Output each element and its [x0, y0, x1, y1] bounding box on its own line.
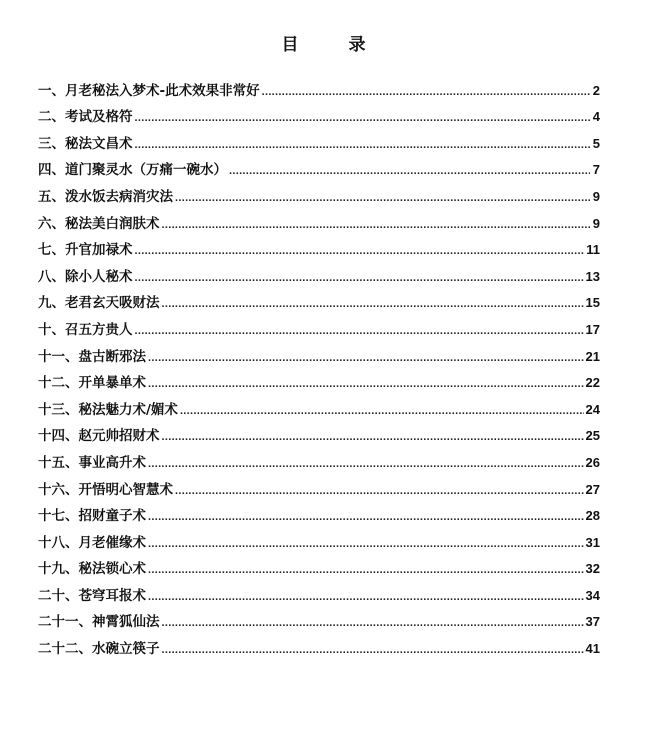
toc-entry-page: 7 — [592, 162, 600, 178]
dot-leader — [162, 432, 584, 442]
toc-entry-label: 二十一、神霄狐仙法 — [38, 614, 160, 631]
toc-entry-label: 十七、招财童子术 — [38, 508, 146, 525]
toc-entry[interactable] — [38, 630, 600, 657]
toc-entry[interactable] — [38, 365, 600, 392]
toc-entry-page: 13 — [585, 268, 600, 284]
toc-entry[interactable] — [38, 391, 600, 418]
toc-entry-label: 十三、秘法魅力术/媚术 — [38, 401, 178, 418]
dot-leader — [148, 379, 584, 389]
toc-entry-page: 9 — [592, 215, 600, 231]
toc-entry[interactable] — [38, 311, 600, 338]
toc-entry[interactable] — [38, 524, 600, 551]
dot-leader — [135, 113, 591, 123]
dot-leader — [148, 565, 584, 575]
dot-leader — [135, 326, 584, 336]
toc-entry-label: 十九、秘法锁心术 — [38, 561, 146, 578]
toc-entry[interactable] — [38, 125, 600, 152]
toc-entry-label: 十四、赵元帅招财术 — [38, 428, 160, 445]
toc-entry-page: 4 — [592, 109, 600, 125]
toc-entry-page: 32 — [585, 561, 600, 577]
toc-entry-page: 2 — [592, 82, 600, 98]
toc-entry-label: 九、老君玄天吸财法 — [38, 295, 160, 312]
dot-leader — [162, 220, 591, 230]
toc-entry-page: 11 — [586, 242, 600, 258]
toc-entry[interactable] — [38, 258, 600, 285]
dot-leader — [135, 273, 584, 283]
toc-entry-page: 26 — [585, 454, 600, 470]
toc-entry[interactable] — [38, 577, 600, 604]
toc-entry-page: 9 — [592, 188, 600, 204]
toc-entry[interactable] — [38, 205, 600, 232]
toc-entry-page: 24 — [585, 401, 600, 417]
toc-entry-label: 二、考试及格符 — [38, 109, 133, 126]
toc-entry-page: 27 — [585, 481, 600, 497]
toc-entry-label: 七、升官加禄术 — [38, 242, 133, 259]
toc-entry[interactable] — [38, 471, 600, 498]
toc-entry-page: 21 — [585, 348, 600, 364]
toc-entry-page: 17 — [585, 321, 600, 337]
dot-leader — [148, 539, 584, 549]
page-title: 目 录 — [281, 35, 388, 55]
toc-entry-label: 四、道门聚灵水（万痛一碗水） — [38, 162, 227, 179]
toc-entry-label: 五、泼水饭去病消灾法 — [38, 188, 173, 205]
dot-leader — [175, 486, 584, 496]
toc-entry-label: 二十二、水碗立筷子 — [38, 641, 160, 658]
dot-leader — [180, 406, 584, 416]
toc-entry[interactable] — [38, 99, 600, 126]
dot-leader — [148, 512, 584, 522]
dot-leader — [262, 87, 590, 97]
toc-entry-label: 十一、盘古断邪法 — [38, 348, 146, 365]
toc-list — [38, 72, 600, 657]
dot-leader — [175, 193, 590, 203]
dot-leader — [229, 166, 590, 176]
toc-entry[interactable] — [38, 232, 600, 259]
toc-entry-page: 28 — [585, 508, 600, 524]
toc-entry[interactable] — [38, 152, 600, 179]
toc-entry-page: 34 — [585, 587, 600, 603]
toc-entry-label: 十、召五方贵人 — [38, 321, 133, 338]
dot-leader — [162, 299, 584, 309]
dot-leader — [135, 140, 591, 150]
toc-entry-page: 5 — [592, 135, 600, 151]
toc-entry[interactable] — [38, 285, 600, 312]
toc-entry-page: 37 — [585, 614, 600, 630]
toc-entry[interactable] — [38, 551, 600, 578]
toc-entry-page: 22 — [585, 375, 600, 391]
toc-entry[interactable] — [38, 604, 600, 631]
dot-leader — [148, 592, 584, 602]
toc-entry-label: 三、秘法文昌术 — [38, 135, 133, 152]
toc-entry-label: 十六、开悟明心智慧术 — [38, 481, 173, 498]
toc-entry-label: 六、秘法美白润肤术 — [38, 215, 160, 232]
dot-leader — [162, 645, 584, 655]
toc-entry[interactable] — [38, 178, 600, 205]
toc-entry-page: 41 — [585, 641, 600, 657]
toc-entry[interactable] — [38, 444, 600, 471]
toc-entry-label: 二十、苍穹耳报术 — [38, 587, 146, 604]
dot-leader — [135, 246, 585, 256]
toc-entry[interactable] — [38, 338, 600, 365]
toc-entry-label: 十五、事业高升术 — [38, 454, 146, 471]
toc-entry-page: 25 — [585, 428, 600, 444]
toc-entry-page: 15 — [585, 295, 600, 311]
toc-entry-label: 八、除小人秘术 — [38, 268, 133, 285]
dot-leader — [162, 618, 584, 628]
toc-entry[interactable] — [38, 498, 600, 525]
toc-entry-page: 31 — [585, 534, 600, 550]
toc-entry[interactable] — [38, 72, 600, 99]
toc-entry-label: 一、月老秘法入梦术-此术效果非常好 — [38, 82, 260, 99]
toc-entry-label: 十八、月老催缘术 — [38, 534, 146, 551]
toc-entry[interactable] — [38, 418, 600, 445]
toc-entry-label: 十二、开单暴单术 — [38, 375, 146, 392]
dot-leader — [148, 353, 584, 363]
dot-leader — [148, 459, 584, 469]
